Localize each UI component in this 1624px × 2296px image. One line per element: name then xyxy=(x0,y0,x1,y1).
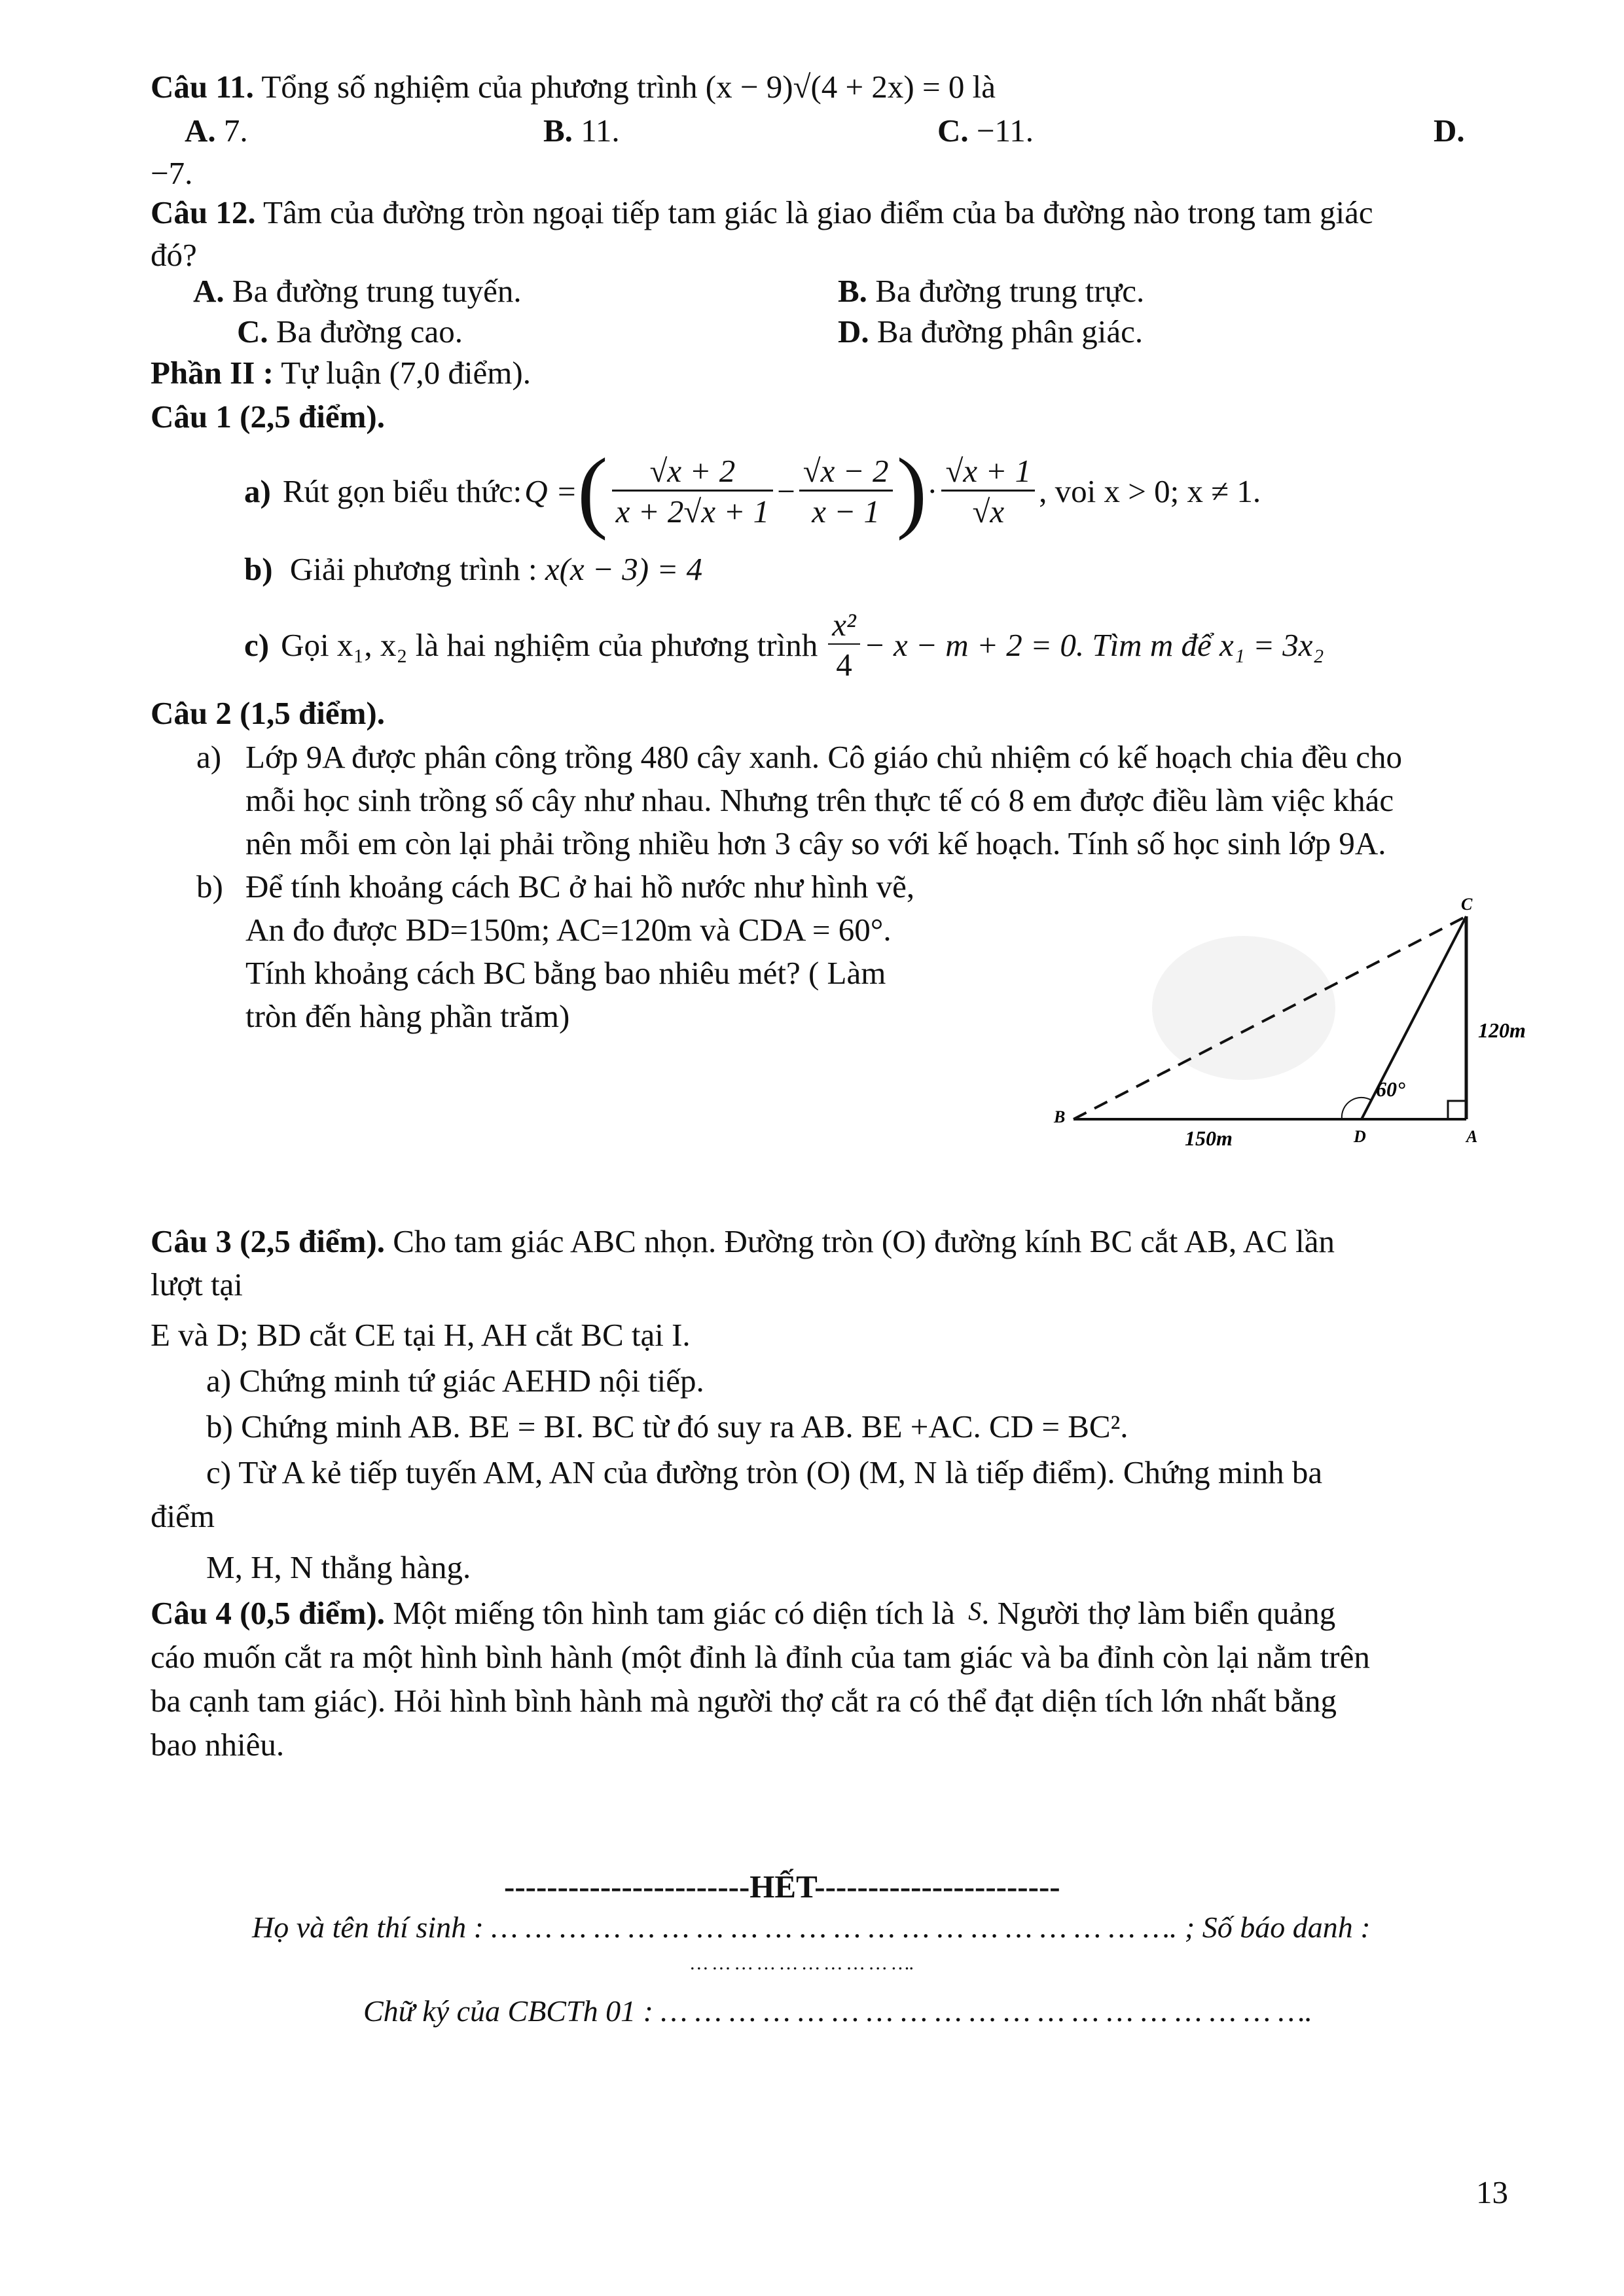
left-paren: ( xyxy=(577,440,608,541)
cau4-line1a: Một miếng tôn hình tam giác có diện tích là xyxy=(393,1595,955,1631)
cau4-heading: Câu 4 (0,5 điểm). xyxy=(151,1595,385,1631)
cau3-part-c1: c) Từ A kẻ tiếp tuyến AM, AN của đường tròn (O) (M, N là tiếp điểm). Chứng minh ba xyxy=(206,1454,1323,1490)
cau4-line4: bao nhiêu. xyxy=(151,1727,285,1763)
cau4-symbol-s: S xyxy=(968,1596,982,1626)
option-value: Ba đường trung trực. xyxy=(875,273,1145,309)
fraction-2 xyxy=(799,452,893,529)
label-a: A xyxy=(1466,1127,1478,1146)
cau1-b-formula: x(x − 3) = 4 xyxy=(545,551,703,587)
cau3-line2: lượt tại xyxy=(151,1266,243,1302)
cau3-line3: E và D; BD cắt CE tại H, AH cắt BC tại I. xyxy=(151,1317,691,1353)
cau1-c-text1: Gọi x₁, x₂ là hai nghiệm của phương trình xyxy=(281,626,818,663)
cau1-a-text: Rút gọn biểu thức: xyxy=(282,473,522,509)
invigilator-signature-line: Chữ ký của CBCTh 01 : … … … … … … … … … … … … … … … … … … …. xyxy=(363,1994,1313,2028)
cau2-a-line2: mỗi học sinh trồng số cây như nhau. Nhưng trên thực tế có 8 em được điều làm việc khác xyxy=(245,782,1394,818)
cau1-c-fraction-numerator: x² xyxy=(828,609,859,645)
minus-sign: − xyxy=(777,473,795,509)
fraction-3 xyxy=(941,452,1035,529)
label-bd-length: 150m xyxy=(1185,1126,1233,1150)
q12-label: Câu 12. xyxy=(151,194,256,230)
part2-heading xyxy=(151,357,531,389)
cau4-line3: ba cạnh tam giác). Hỏi hình bình hành mà người thợ cắt ra có thể đạt diện tích lớn nhất bằng xyxy=(151,1683,1337,1719)
cau2-heading: Câu 2 (1,5 điểm). xyxy=(151,695,385,731)
page-number: 13 xyxy=(1476,2174,1508,2210)
cau2-a-line3: nên mỗi em còn lại phải trồng nhiều hơn 3 cây so với kế hoạch. Tính số học sinh lớp 9A. xyxy=(245,825,1386,861)
right-paren: ) xyxy=(896,440,928,541)
candidate-name-line: Họ và tên thí sinh : … … … … … … … … … … … … … … … … … … … …. ; Số báo danh : xyxy=(252,1910,1371,1944)
cau3-line1 xyxy=(151,1225,1335,1257)
cau2-b-line4: tròn đến hàng phần trăm) xyxy=(245,998,570,1034)
cau3-part-c2: điểm xyxy=(151,1498,215,1534)
cau1-c-label: c) xyxy=(244,626,270,663)
option-label: A. xyxy=(185,113,216,149)
cau2-b-line1: Để tính khoảng cách BC ở hai hồ nước như hình vẽ, xyxy=(245,869,915,905)
cau1-c-text2: − x − m + 2 = 0. Tìm m để x₁ = 3x₂ xyxy=(863,626,1324,663)
cau2-a-line1: Lớp 9A được phân công trồng 480 cây xanh. Cô giáo chủ nhiệm có kế hoạch chia đều cho xyxy=(245,739,1403,775)
option-label: B. xyxy=(838,273,867,309)
q12-stem xyxy=(151,196,1373,228)
cau2-b-line2: An đo được BD=150m; AC=120m và CDA = 60°. xyxy=(245,912,892,948)
lake-shape xyxy=(1152,936,1335,1080)
candidate-number-dots: … … … … … … … … … …. xyxy=(691,1952,914,1974)
q-lhs: Q = xyxy=(524,473,577,509)
cau1-c xyxy=(244,609,1324,681)
cau1-c-fraction-denominator: 4 xyxy=(836,647,852,683)
q11-option-a xyxy=(185,115,248,147)
q11-option-c xyxy=(937,115,1034,147)
cau3-line1-text: Cho tam giác ABC nhọn. Đường tròn (O) đường kính BC cắt AB, AC lần xyxy=(393,1223,1335,1259)
fraction-2-denominator: x − 1 xyxy=(812,493,880,529)
option-label: D. xyxy=(838,314,869,350)
cau1-heading: Câu 1 (2,5 điểm). xyxy=(151,399,385,435)
triangle-figure xyxy=(1047,897,1558,1158)
label-angle: 60° xyxy=(1376,1077,1405,1101)
cau4-line1b: . Người thợ làm biển quảng xyxy=(981,1595,1336,1631)
cau3-heading: Câu 3 (2,5 điểm). xyxy=(151,1223,385,1259)
q12-line2: đó? xyxy=(151,237,197,273)
fraction-3-denominator: √x xyxy=(972,493,1005,529)
option-value: Ba đường cao. xyxy=(276,314,463,350)
q11-option-d-value: −7. xyxy=(151,155,193,191)
cau3-part-c3: M, H, N thẳng hàng. xyxy=(206,1549,471,1585)
q11-option-d-label: D. xyxy=(1434,113,1465,149)
cau2-b-label: b) xyxy=(196,869,223,905)
q11-label: Câu 11. xyxy=(151,69,254,105)
cau1-b-label: b) xyxy=(244,551,273,587)
cau4-line2: cáo muốn cắt ra một hình bình hành (một đỉnh là đỉnh của tam giác và ba đỉnh còn lại nằm trên xyxy=(151,1639,1370,1675)
label-c: C xyxy=(1461,897,1473,914)
cau4-line1 xyxy=(151,1597,1335,1629)
cau1-a-label: a) xyxy=(244,473,271,509)
fraction-1 xyxy=(612,452,774,529)
cau2-a-label: a) xyxy=(196,739,222,775)
end-marker: -----------------------HẾT----------------------- xyxy=(504,1869,1060,1905)
part2-label: Phần II : xyxy=(151,355,274,391)
fraction-1-numerator: √x + 2 xyxy=(612,455,774,492)
cau2-b-line3: Tính khoảng cách BC bằng bao nhiêu mét? ( Làm xyxy=(245,955,886,991)
option-value: Ba đường phân giác. xyxy=(876,314,1144,350)
q12-option-d xyxy=(838,315,1143,348)
fraction-2-numerator: √x − 2 xyxy=(799,455,893,492)
cau3-part-b: b) Chứng minh AB. BE = BI. BC từ đó suy ra AB. BE +AC. CD = BC². xyxy=(206,1408,1128,1444)
q12-option-a xyxy=(193,275,522,307)
option-value: 11. xyxy=(581,113,620,149)
label-d: D xyxy=(1354,1127,1366,1146)
fraction-1-denominator: x + 2√x + 1 xyxy=(615,493,770,529)
q11-option-b xyxy=(543,115,620,147)
cau1-a-condition: , voi x > 0; x ≠ 1. xyxy=(1039,473,1261,509)
q12-option-c xyxy=(237,315,463,348)
cau1-a xyxy=(244,440,1261,541)
fraction-3-numerator: √x + 1 xyxy=(941,455,1035,492)
cau1-b-text: Giải phương trình : xyxy=(289,551,537,587)
option-label: C. xyxy=(937,113,969,149)
label-ac-length: 120m xyxy=(1478,1018,1526,1042)
option-value: −11. xyxy=(976,113,1034,149)
cau1-c-fraction xyxy=(828,609,859,681)
option-value: Ba đường trung tuyến. xyxy=(232,273,522,309)
label-b: B xyxy=(1054,1107,1066,1126)
cau1-b xyxy=(244,553,702,585)
q12-option-b xyxy=(838,275,1144,307)
option-label: A. xyxy=(193,273,225,309)
q11-stem xyxy=(151,71,996,103)
part2-text: Tự luận (7,0 điểm). xyxy=(281,355,531,391)
option-label: B. xyxy=(543,113,573,149)
option-value: 7. xyxy=(223,113,248,149)
q11-text: Tổng số nghiệm của phương trình (x − 9)√(4 + 2x) = 0 là xyxy=(261,69,996,105)
cau3-part-a: a) Chứng minh tứ giác AEHD nội tiếp. xyxy=(206,1363,704,1399)
dot-operator: · xyxy=(927,473,938,509)
q12-line1: Tâm của đường tròn ngoại tiếp tam giác là giao điểm của ba đường nào trong tam giác xyxy=(263,194,1373,230)
right-angle-mark xyxy=(1448,1101,1466,1119)
option-label: C. xyxy=(237,314,268,350)
